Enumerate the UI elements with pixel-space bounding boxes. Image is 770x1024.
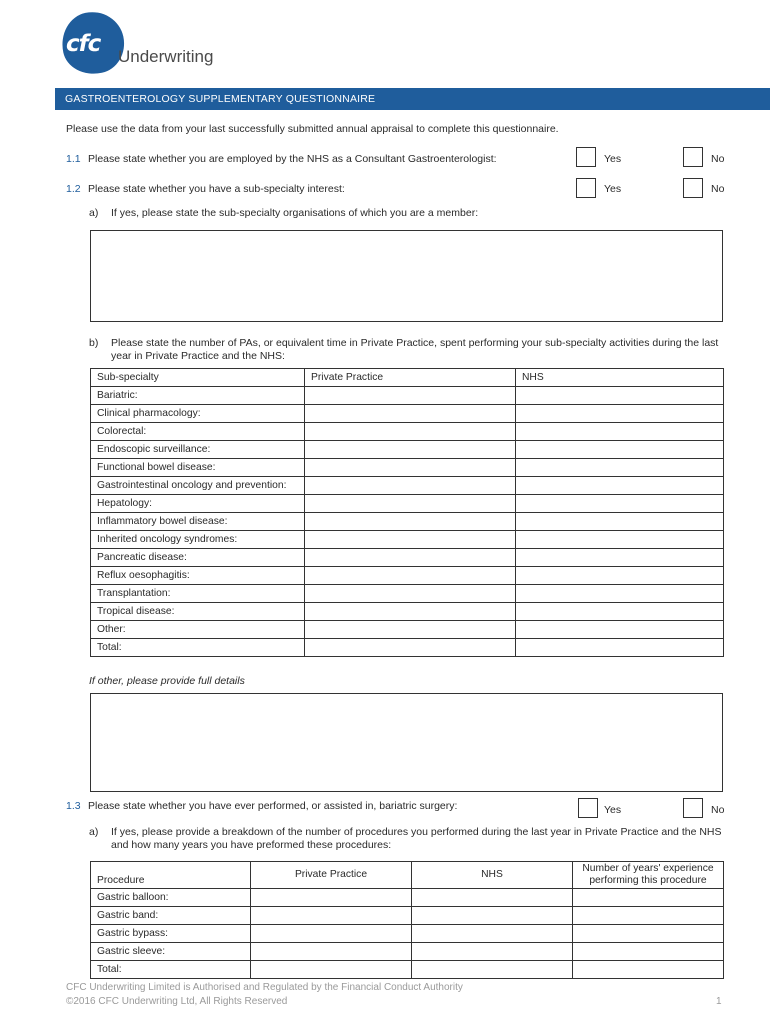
table-row xyxy=(91,549,724,567)
entry-cell[interactable] xyxy=(251,889,412,907)
yes-label: Yes xyxy=(604,804,622,816)
page-title: GASTROENTEROLOGY SUPPLEMENTARY QUESTIONNAIRE xyxy=(55,88,770,110)
subspecialty-table xyxy=(90,368,724,657)
row-label: Functional bowel disease: xyxy=(91,459,305,477)
table-header-row xyxy=(91,369,724,387)
column-header: NHS xyxy=(412,862,573,889)
row-label: Pancreatic disease: xyxy=(91,549,305,567)
table-row xyxy=(91,459,724,477)
sub-question-text: If yes, please state the sub-specialty organisations of which you are a member: xyxy=(111,207,479,219)
row-label: Total: xyxy=(91,639,305,657)
entry-cell[interactable] xyxy=(516,387,724,405)
entry-cell[interactable] xyxy=(412,925,573,943)
row-label: Gastric balloon: xyxy=(91,889,251,907)
table-row xyxy=(91,943,724,961)
page-number: 1 xyxy=(716,996,722,1007)
row-label: Reflux oesophagitis: xyxy=(91,567,305,585)
sub-question-label: b) xyxy=(89,337,99,349)
question-text: Please state whether you have a sub-specialty interest: xyxy=(88,183,345,195)
table-row xyxy=(91,603,724,621)
footer-regulation: CFC Underwriting Limited is Authorised and Regulated by the Financial Conduct Authority xyxy=(66,982,463,993)
row-label: Transplantation: xyxy=(91,585,305,603)
entry-cell[interactable] xyxy=(516,477,724,495)
table-row xyxy=(91,621,724,639)
column-header: Number of years' experience performing this procedure xyxy=(573,862,724,889)
entry-cell[interactable] xyxy=(305,405,516,423)
sub-question-label: a) xyxy=(89,826,99,838)
sub-question-text: If yes, please provide a breakdown of the number of procedures you performed during the last year in Private Practice and the NHS and how many years you have preformed these procedures: xyxy=(111,826,722,851)
entry-cell[interactable] xyxy=(305,549,516,567)
footer-copyright: ©2016 CFC Underwriting Ltd, All Rights Reserved xyxy=(66,996,288,1007)
row-label: Other: xyxy=(91,621,305,639)
entry-cell[interactable] xyxy=(516,513,724,531)
entry-cell[interactable] xyxy=(516,441,724,459)
entry-cell[interactable] xyxy=(573,925,724,943)
entry-cell[interactable] xyxy=(305,387,516,405)
entry-cell[interactable] xyxy=(305,477,516,495)
q1-3-yes-checkbox[interactable] xyxy=(578,798,598,818)
table-row xyxy=(91,405,724,423)
intro-text: Please use the data from your last successfully submitted annual appraisal to complete this questionnaire. xyxy=(66,123,559,135)
no-label: No xyxy=(711,183,725,195)
row-label: Inflammatory bowel disease: xyxy=(91,513,305,531)
row-label: Tropical disease: xyxy=(91,603,305,621)
table-row xyxy=(91,423,724,441)
sub-question-label: a) xyxy=(89,207,99,219)
entry-cell[interactable] xyxy=(251,961,412,979)
column-header: Sub-specialty xyxy=(91,369,305,387)
table-row xyxy=(91,639,724,657)
no-label: No xyxy=(711,804,725,816)
entry-cell[interactable] xyxy=(516,423,724,441)
row-label: Hepatology: xyxy=(91,495,305,513)
entry-cell[interactable] xyxy=(516,405,724,423)
table-header-row xyxy=(91,862,724,889)
row-label: Inherited oncology syndromes: xyxy=(91,531,305,549)
table-row xyxy=(91,585,724,603)
procedure-table xyxy=(90,861,724,979)
entry-cell[interactable] xyxy=(573,943,724,961)
no-label: No xyxy=(711,153,725,165)
table-row xyxy=(91,907,724,925)
entry-cell[interactable] xyxy=(305,621,516,639)
entry-cell[interactable] xyxy=(305,585,516,603)
row-label: Bariatric: xyxy=(91,387,305,405)
q1-2-no-checkbox[interactable] xyxy=(683,178,703,198)
entry-cell[interactable] xyxy=(305,603,516,621)
question-number: 1.2 xyxy=(66,183,81,195)
row-label: Clinical pharmacology: xyxy=(91,405,305,423)
question-text: Please state whether you are employed by the NHS as a Consultant Gastroenterologist: xyxy=(88,153,497,165)
entry-cell[interactable] xyxy=(412,943,573,961)
entry-cell[interactable] xyxy=(305,567,516,585)
row-label: Gastric bypass: xyxy=(91,925,251,943)
column-header: Procedure xyxy=(91,862,251,889)
entry-cell[interactable] xyxy=(412,961,573,979)
entry-cell[interactable] xyxy=(251,925,412,943)
row-label: Colorectal: xyxy=(91,423,305,441)
logo-wordmark: Underwriting xyxy=(118,47,214,66)
entry-cell[interactable] xyxy=(516,603,724,621)
entry-cell[interactable] xyxy=(516,567,724,585)
table-row xyxy=(91,961,724,979)
table-row xyxy=(91,387,724,405)
entry-cell[interactable] xyxy=(516,549,724,567)
q1-3-no-checkbox[interactable] xyxy=(683,798,703,818)
sub-question-text: Please state the number of PAs, or equivalent time in Private Practice, spent performing your sub-specialty activities during the last year in Private Practice and the NHS: xyxy=(111,337,719,362)
entry-cell[interactable] xyxy=(412,889,573,907)
entry-cell[interactable] xyxy=(305,459,516,477)
row-label: Gastrointestinal oncology and prevention: xyxy=(91,477,305,495)
entry-cell[interactable] xyxy=(516,639,724,657)
cfc-logo-text: cfc xyxy=(66,31,101,57)
entry-cell[interactable] xyxy=(573,961,724,979)
column-header: Private Practice xyxy=(251,862,412,889)
row-label: Endoscopic surveillance: xyxy=(91,441,305,459)
organisations-textarea[interactable] xyxy=(90,230,723,322)
entry-cell[interactable] xyxy=(305,441,516,459)
entry-cell[interactable] xyxy=(251,907,412,925)
row-label: Gastric sleeve: xyxy=(91,943,251,961)
entry-cell[interactable] xyxy=(516,531,724,549)
row-label: Gastric band: xyxy=(91,907,251,925)
table-row xyxy=(91,441,724,459)
q1-1-yes-checkbox[interactable] xyxy=(576,147,596,167)
entry-cell[interactable] xyxy=(516,585,724,603)
entry-cell[interactable] xyxy=(305,531,516,549)
q1-2-yes-checkbox[interactable] xyxy=(576,178,596,198)
row-label: Total: xyxy=(91,961,251,979)
question-number: 1.1 xyxy=(66,153,81,165)
q1-1-no-checkbox[interactable] xyxy=(683,147,703,167)
entry-cell[interactable] xyxy=(251,943,412,961)
question-number: 1.3 xyxy=(66,800,81,812)
table-row xyxy=(91,495,724,513)
entry-cell[interactable] xyxy=(305,639,516,657)
entry-cell[interactable] xyxy=(305,423,516,441)
table-row xyxy=(91,889,724,907)
entry-cell[interactable] xyxy=(516,495,724,513)
other-details-textarea[interactable] xyxy=(90,693,723,792)
entry-cell[interactable] xyxy=(516,621,724,639)
yes-label: Yes xyxy=(604,183,622,195)
entry-cell[interactable] xyxy=(573,907,724,925)
yes-label: Yes xyxy=(604,153,622,165)
table-row xyxy=(91,567,724,585)
other-details-note: If other, please provide full details xyxy=(89,675,245,687)
entry-cell[interactable] xyxy=(573,889,724,907)
column-header: NHS xyxy=(516,369,724,387)
entry-cell[interactable] xyxy=(516,459,724,477)
entry-cell[interactable] xyxy=(305,513,516,531)
table-row xyxy=(91,477,724,495)
table-row xyxy=(91,513,724,531)
entry-cell[interactable] xyxy=(412,907,573,925)
entry-cell[interactable] xyxy=(305,495,516,513)
table-row xyxy=(91,531,724,549)
column-header: Private Practice xyxy=(305,369,516,387)
question-text: Please state whether you have ever performed, or assisted in, bariatric surgery: xyxy=(88,800,458,812)
table-row xyxy=(91,925,724,943)
